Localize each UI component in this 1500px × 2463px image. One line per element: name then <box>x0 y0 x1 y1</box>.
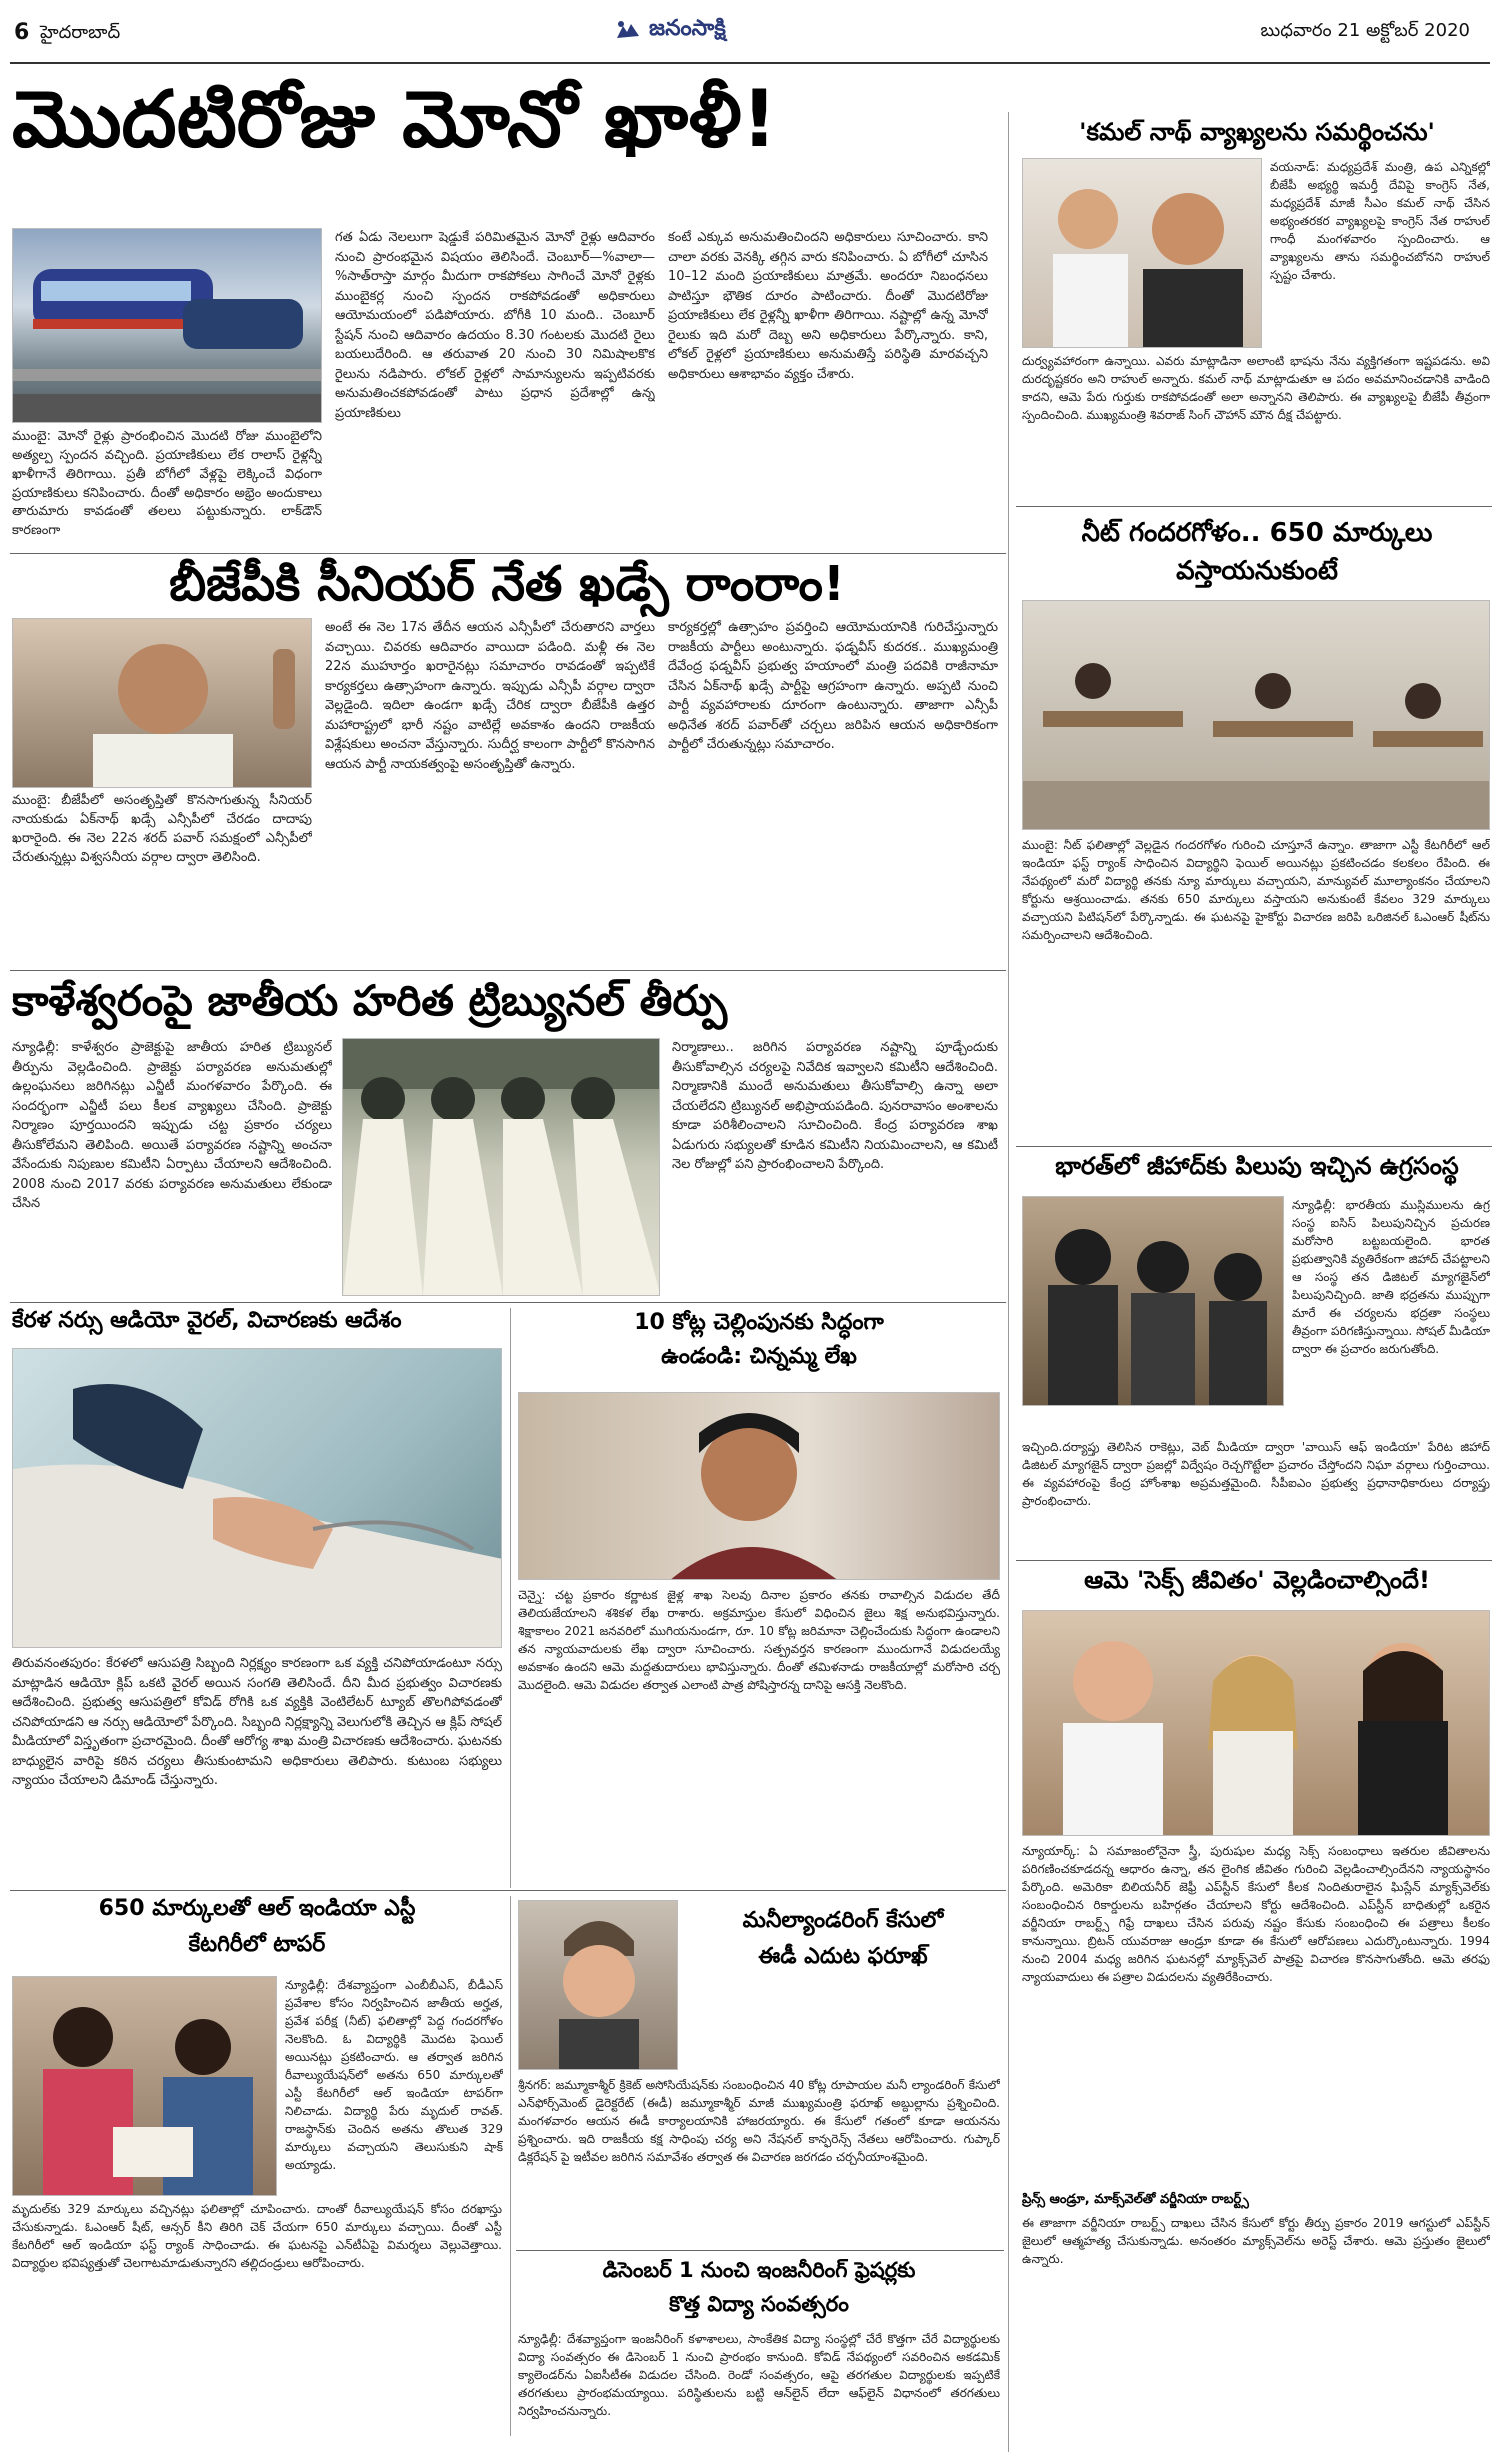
st-topper-headline-1: 650 మార్కులతో ఆల్ ఇండియా ఎస్టీ <box>98 1896 416 1921</box>
maxwell-andrew-photo <box>1022 1610 1490 1836</box>
farooq-headline-2: ఈడీ ఎదుట ఫరూఖ్ <box>758 1944 928 1969</box>
sasikala-headline-2: ఉండండి: చిన్నమ్మ లేఖ <box>661 1344 857 1369</box>
monorail-body-col2: కంటే ఎక్కువ అనుమతించిందని అధికారులు సూచించారు. కాని చాలా వరకు వెనక్కి తగ్గిన వారు కనిపించారు. ఏ బోగీలో చూసిన 10–12 మంది ప్రయాణికులు మాత్రమే. అందరూ నిబంధనలు పాటిస్తూ భౌతిక దూరం పాటించారు. దీంతో మొదటిరోజు ప్రయాణికులు లేక రైళ్లన్నీ ఖాళీగా తిరిగాయి. నష్టాల్లో ఉన్న మోనో రైలుకు ఇది మరో దెబ్బ అని అధికారులు పేర్కొన్నారు. కాని, లోకల్ రైళ్లలో ప్రయాణికులు అనుమతిస్తే పరిస్థితి మారవచ్చని అధికారులు ఆశాభావం వ్యక్తం చేశారు. <box>668 230 988 382</box>
jihad-body-right: న్యూఢిల్లీ: భారతీయ ముస్లిములను ఉగ్ర సంస్థ ఐసిస్ పిలుపునిచ్చిన ప్రచురణ మరోసారి బట్టబయలైంది. భారత ప్రభుత్వానికి వ్యతిరేకంగా జిహాద్ చేపట్టాలని ఆ సంస్థ తన డిజిటల్ మ్యాగజైన్‌లో పిలుపునిచ్చింది. జాతి భద్రతను ముప్పుగా మారే ఈ చర్యలను భద్రతా సంస్థలు తీవ్రంగా పరిగణిస్తున్నాయి. సోషల్ మీడియా ద్వారా ఈ ప్రచారం జరుగుతోంది. <box>1292 1198 1490 1356</box>
jihad-headline: భారత్‌లో జీహాద్‌కు పిలుపు ఇచ్చిన ఉగ్రసంస్థ <box>1055 1152 1459 1180</box>
engineering-headline-1: డిసెంబర్ 1 నుంచి ఇంజనీరింగ్ ఫ్రెషర్లకు <box>602 2258 916 2282</box>
sasikala-photo <box>518 1392 1000 1580</box>
khadse-body-col2: కార్యకర్తల్లో ఉత్సాహం ప్రవర్తించి ఆయోమయానికి గురిచేస్తున్నారు రాజకీయ పార్టీలు అంటున్నారు. ఫడ్నవీస్ కుదరక.. ముఖ్యమంత్రి దేవేంద్ర ఫడ్నవీస్ ప్రభుత్వ హయాంలో మంత్రి పదవికి రాజీనామా చేసిన ఏక్‌నాథ్ ఖడ్సే పార్టీపై ఆగ్రహంగా ఉన్నారు. అప్పటి నుంచి పార్టీ వ్యవహారాలకు దూరంగా ఉంటున్నారు. తాజాగా ఎన్సీపీ అధినేత శరద్ పవార్‌తో చర్చలు జరిపిన ఆయన అధికారికంగా పార్టీలో చేరుతున్నట్లు సమాచారం. <box>668 620 998 752</box>
kamal-body-right: వయనాడ్: మధ్యప్రదేశ్ మంత్రి, ఉప ఎన్నికల్లో బీజేపీ అభ్యర్థి ఇమర్తీ దేవిపై కాంగ్రెస్ నేత, మధ్యప్రదేశ్ మాజీ సీఎం కమల్ నాథ్ చేసిన అభ్యంతరకర వ్యాఖ్యలపై కాంగ్రెస్ నేత రాహుల్ గాంధీ మంగళవారం స్పందించారు. ఆ వ్యాఖ్యలను తాను సమర్థించబోనని రాహుల్ స్పష్టం చేశారు. <box>1270 160 1490 282</box>
page-header <box>0 0 1500 62</box>
neet-headline-2: వస్తాయనుకుంటే <box>1176 556 1338 586</box>
sexlife-body-2: ఈ తాజాగా వర్జీనియా రాబర్ట్స్ దాఖలు చేసిన కేసులో కోర్టు తీర్పు ప్రకారం 2019 ఆగస్టులో ఎప్‌స్టీన్ జైలులో ఆత్మహత్య చేసుకున్నాడు. అనంతరం మ్యాక్స్‌వెల్‌ను అరెస్ట్ చేశారు. ఆమె ప్రస్తుతం జైలులో ఉన్నారు. <box>1022 2216 1490 2266</box>
kamal-body-full: దుర్వ్యవహారంగా ఉన్నాయి. ఎవరు మాట్లాడినా అలాంటి భాషను నేను వ్యక్తిగతంగా ఇష్టపడను. అవి దురదృష్టకరం అని రాహుల్ అన్నారు. కమల్ నాథ్ మాట్లాడుతూ ఆ పదం అవమానించడానికి వాడింది కాదని, ఆమె పేరు గుర్తుకు రాకపోవడంతో అలా అన్నానని తెలిపారు. ఈ వ్యాఖ్యలపై బీజేపీ తీవ్రంగా స్పందించింది. ముఖ్యమంత్రి శివరాజ్ సింగ్ చౌహాన్ మౌన దీక్ష చేపట్టారు. <box>1022 354 1490 422</box>
jihad-body-full: ఇచ్చింది.దర్యాప్తు తెలిసిన రాకెట్లు, వెబ్ మీడియా ద్వారా 'వాయిస్ ఆఫ్ ఇండియా' పేరిట జిహాద్ డిజిటల్ మ్యాగజైన్ ద్వారా ప్రజల్లో విద్వేషం రెచ్చగొట్టేలా ప్రచారం చేస్తోందని నిఘా వర్గాలు గుర్తించాయి. ఈ వ్యవహారంపై కేంద్ర హోంశాఖ అప్రమత్తమైంది. సీపీఐఎం ప్రభుత్వ ప్రధానాధికారులు దర్యాప్తు ప్రారంభించారు. <box>1022 1440 1490 1508</box>
khadse-body-col1: అంటే ఈ నెల 17న తేదీన ఆయన ఎన్సీపీలో చేరుతారని వార్తలు వచ్చాయి. చివరకు ఆదివారం వాయిదా పడింది. మళ్లీ ఈ నెల 22న ముహూర్తం ఖరారైనట్లు సమాచారం రావడంతో ఇప్పటికే కార్యకర్తలు ఉత్సాహంగా ఉన్నారు. ఇప్పుడు ఎన్సీపీ వర్గాల ద్వారా వెల్లడైంది. ఇదిలా ఉండగా ఖడ్సే చేరిక ద్వారా బీజేపీకి ఉత్తర మహారాష్ట్రలో భారీ నష్టం వాటిల్లే అవకాశం ఉందని రాజకీయ విశ్లేషకులు అంచనా వేస్తున్నారు. సుదీర్ఘ కాలంగా పార్టీలో కొనసాగిన ఆయన పార్టీ నాయకత్వంపై అసంతృప్తితో ఉన్నారు. <box>325 620 655 772</box>
khadse-photo <box>12 618 312 788</box>
issue-date: బుధవారం 21 అక్టోబర్ 2020 <box>1260 20 1470 41</box>
khadse-headline: బీజేపీకి సీనియర్ నేత ఖడ్సే రాంరాం! <box>169 556 845 612</box>
edition-name: హైదరాబాద్ <box>40 22 121 43</box>
kamal-photo <box>1022 158 1262 348</box>
neet-headline-1: నీట్ గందరగోళం.. 650 మార్కులు <box>1081 518 1433 548</box>
engineering-headline-2: కొత్త విద్యా సంవత్సరం <box>669 2292 849 2316</box>
st-topper-body-right: న్యూఢిల్లీ: దేశవ్యాప్తంగా ఎంబీబీఎస్, బీడీఎస్ ప్రవేశాల కోసం నిర్వహించిన జాతీయ అర్హత, ప్రవేశ పరీక్ష (నీట్) ఫలితాల్లో పెద్ద గందరగోళం నెలకొంది. ఓ విద్యార్థికి మొదట ఫెయిల్ అయినట్లు ప్రకటించారు. ఆ తర్వాత జరిగిన రీవాల్యుయేషన్‌లో అతను 650 మార్కులతో ఎస్టీ కేటగిరీలో ఆల్ ఇండియా టాపర్‌గా నిలిచాడు. విద్యార్థి పేరు మృదుల్ రావత్. రాజస్థాన్‌కు చెందిన అతను తొలుత 329 మార్కులు వచ్చాయని తెలుసుకుని షాక్ అయ్యాడు. <box>285 1978 503 2172</box>
kaleshwaram-body-col2: నిర్మాణాలు.. జరిగిన పర్యావరణ నష్టాన్ని పూడ్చేందుకు తీసుకోవాల్సిన చర్యలపై నివేదిక ఇవ్వాలని కమిటీని ఆదేశించింది. నిర్మాణానికి ముందే అనుమతులు తీసుకోవాల్సి ఉన్నా అలా చేయలేదని ట్రిబ్యునల్ అభిప్రాయపడింది. పునరావాసం అంశాలను కూడా పరిశీలించాలని సూచించింది. కేంద్ర పర్యావరణ శాఖ ఏడుగురు సభ్యులతో కూడిన కమిటీని నియమించాలని, ఆ కమిటీ నెల రోజుల్లో పని ప్రారంభించాలని పేర్కొంది. <box>672 1040 998 1172</box>
logo <box>615 16 726 46</box>
neet-body: ముంబై: నీట్ ఫలితాల్లో వెల్లడైన గందరగోళం గురించి చూస్తూనే ఉన్నాం. తాజాగా ఎస్టీ కేటగిరీలో ఆల్ ఇండియా ఫస్ట్ ర్యాంక్ సాధించిన విద్యార్థిని ఫెయిల్ అయినట్లు ప్రకటించడం కలకలం రేపింది. ఈ నేపథ్యంలో మరో విద్యార్థి తనకు న్యూ మార్కులు వచ్చాయని, మాన్యువల్ మూల్యాంకనం చేయాలని కోర్టును ఆశ్రయించాడు. తనకు 650 మార్కులు వస్తాయని అనుకుంటే కేవలం 329 మార్కులు వచ్చాయని పిటిషన్‌లో పేర్కొన్నాడు. ఈ ఘటనపై హైకోర్టు విచారణ జరిపి ఒరిజినల్ ఓఎంఆర్ షీట్‌ను సమర్పించాలని ఆదేశించింది. <box>1022 838 1490 942</box>
kerala-body: తిరువనంతపురం: కేరళలో ఆసుపత్రి సిబ్బంది నిర్లక్ష్యం కారణంగా ఒక వ్యక్తి చనిపోయాడంటూ నర్సు మాట్లాడిన ఆడియో క్లిప్ ఒకటి వైరల్ అయిన సంగతి తెలిసిందే. దీని మీద ప్రభుత్వం విచారణకు ఆదేశించింది. ప్రభుత్వ ఆసుపత్రిలో కోవిడ్ రోగికి ఒక వ్యక్తికి వెంటిలేటర్ ట్యూబ్ తొలగిపోవడంతో చనిపోయాడని ఆ నర్సు ఆడియోలో పేర్కొంది. సిబ్బంది నిర్లక్ష్యాన్ని వెలుగులోకి తెచ్చిన ఆ క్లిప్ సోషల్ మీడియాలో విస్తృతంగా ప్రచారమైంది. దీంతో ఆరోగ్య శాఖ మంత్రి విచారణకు ఆదేశించారు. ఘటనకు బాధ్యులైన వారిపై కఠిన చర్యలు తీసుకుంటామని అధికారులు తెలిపారు. కుటుంబ సభ్యులు న్యాయం చేయాలని డిమాండ్ చేస్తున్నారు. <box>12 1656 502 1788</box>
monorail-headline: మొదటిరోజు మోనో ఖాళీ! <box>12 75 778 165</box>
farooq-photo <box>518 1900 678 2070</box>
st-topper-body-full: మృదుల్‌కు 329 మార్కులు వచ్చినట్లు ఫలితాల్లో చూపించారు. దాంతో రీవాల్యుయేషన్ కోసం దరఖాస్తు చేసుకున్నాడు. ఓఎంఆర్ షీట్, ఆన్సర్ కీని తిరిగి చెక్ చేయగా 650 మార్కులు వచ్చాయి. దీంతో ఎస్టీ కేటగిరీలో ఆల్ ఇండియా ఫస్ట్ ర్యాంక్ సాధించాడు. ఈ ఘటనపై ఎన్‌టీఏపై విమర్శలు వెల్లువెత్తాయి. విద్యార్థుల భవిష్యత్తుతో చెలగాటమాడుతున్నారని తల్లిదండ్రులు ఆరోపించారు. <box>12 2202 502 2270</box>
hand-logo-icon <box>615 20 641 42</box>
kaleshwaram-body-col1: న్యూఢిల్లీ: కాళేశ్వరం ప్రాజెక్టుపై జాతీయ హరిత ట్రిబ్యునల్ తీర్పును వెల్లడించింది. ప్రాజెక్టు పర్యావరణ అనుమతుల్లో ఉల్లంఘనలు జరిగినట్లు ఎన్జీటీ మంగళవారం పేర్కొంది. ఈ సందర్భంగా ఎన్జీటీ పలు కీలక వ్యాఖ్యలు చేసింది. ప్రాజెక్టు నిర్మాణం పూర్తయిందని ఇప్పుడు చట్ట ప్రకారం చర్యలు తీసుకోలేమని తెలిపింది. అయితే పర్యావరణ నష్టాన్ని అంచనా వేసేందుకు నిపుణుల కమిటీని ఏర్పాటు చేయాలని ఆదేశించింది. 2008 నుంచి 2017 వరకు పర్యావరణ అనుమతులు లేకుండా చేసిన <box>12 1040 332 1211</box>
farooq-body: శ్రీనగర్: జమ్మూకాశ్మీర్ క్రికెట్ అసోసియేషన్‌కు సంబంధించిన 40 కోట్ల రూపాయల మనీ ల్యాండరింగ్ కేసులో ఎన్‌ఫోర్స్‌మెంట్ డైరెక్టరేట్ (ఈడీ) జమ్మూకాశ్మీర్ మాజీ ముఖ్యమంత్రి ఫరూఖ్ అబ్దుల్లాను ప్రశ్నించింది. మంగళవారం ఆయన ఈడీ కార్యాలయానికి హాజరయ్యారు. ఈ కేసులో గతంలో కూడా ఆయనను ప్రశ్నించారు. ఇది రాజకీయ కక్ష సాధింపు చర్య అని నేషనల్ కాన్ఫరెన్స్ నేతలు ఆరోపించారు. గుప్కార్ డిక్లరేషన్ పై ఇటీవల జరిగిన సమావేశం తర్వాత ఈ విచారణ జరగడం చర్చనీయాంశమైంది. <box>518 2078 1000 2164</box>
monorail-body-col1: గత ఏడు నెలలుగా షెడ్డుకే పరిమితమైన మోనో రైళ్లు ఆదివారం నుంచి ప్రారంభమైన విషయం తెలిసిందే. చెంబూర్‌—%వాలా—%సాత్‌రాస్తా మార్గం మీదుగా రాకపోకలు సాగించే మోనో రైళ్లకు ముంబైకర్ల నుంచి స్పందన రాకపోవడంతో అధికారులు ఆయోమయంలో పడిపోయారు. బోగీకి 10 మంది.. చెంబూర్ స్టేషన్ నుంచి ఆదివారం ఉదయం 8.30 గంటలకు మొదటి రైలు బయలుదేరింది. ఆ తరువాత 20 నుంచి 30 నిమిషాలకొక రైలును నడిపారు. లోకల్ రైళ్లలో సామాన్యులను ఇప్పటివరకు అనుమతించకపోవడంతో పాటు ప్రధాన ప్రదేశాల్లో ఉన్న ప్రయాణికులు <box>335 230 655 421</box>
sasikala-body: చెన్నై: చట్ట ప్రకారం కర్ణాటక జైళ్ల శాఖ సెలవు దినాల ప్రకారం తనకు రావాల్సిన విడుదల తేదీ తెలియజేయాలని శశికళ లేఖ రాశారు. అక్రమాస్తుల కేసులో విధించిన జైలు శిక్ష అనుభవిస్తున్నారు. శిక్షాకాలం 2021 జనవరిలో ముగియనుండగా, రూ. 10 కోట్ల జరిమానా చెల్లించేందుకు సిద్ధంగా ఉండాలని తన న్యాయవాదులకు లేఖ ద్వారా సూచించారు. సత్ప్రవర్తన కారణంగా ముందుగానే విడుదలయ్యే అవకాశం ఉందని ఆమె మద్దతుదారులు భావిస్తున్నారు. దీంతో తమిళనాడు రాజకీయాల్లో మరోసారి చర్చ మొదలైంది. ఆమె విడుదల తర్వాత ఎలాంటి పాత్ర పోషిస్తారన్న దానిపై ఆసక్తి నెలకొంది. <box>518 1588 1000 1692</box>
st-topper-headline-2: కేటగిరీలో టాపర్ <box>188 1932 326 1957</box>
kamal-headline: 'కమల్ నాథ్ వ్యాఖ్యలను సమర్థించను' <box>1079 118 1435 146</box>
engineering-body: న్యూఢిల్లీ: దేశవ్యాప్తంగా ఇంజనీరింగ్ కళాశాలలు, సాంకేతిక విద్యా సంస్థల్లో చేరే కొత్తగా చేరే విద్యార్థులకు విద్యా సంవత్సరం ఈ డిసెంబర్ 1 నుంచి ప్రారంభం కానుంది. కోవిడ్ నేపథ్యంలో సవరించిన అకడమిక్ క్యాలెండర్‌ను ఏఐసీటీఈ విడుదల చేసింది. రెండో సంవత్సరం, ఆపై తరగతుల విద్యార్థులకు ఇప్పటికే తరగతులు ప్రారంభమయ్యాయి. పరిస్థితులను బట్టి ఆన్‌లైన్ లేదా ఆఫ్‌లైన్ విధానంలో తరగతులు నిర్వహించనున్నారు. <box>518 2332 1000 2418</box>
sexlife-headline: ఆమె 'సెక్స్ జీవితం' వెల్లడించాల్సిందే! <box>1084 1566 1430 1594</box>
sasikala-headline-1: 10 కోట్ల చెల్లింపునకు సిద్ధంగా <box>634 1310 884 1335</box>
sexlife-subhead: ప్రిన్స్ ఆండ్రూ, మాక్స్‌వెల్‌తో వర్జీనియా రాబర్ట్స్ <box>1022 2192 1249 2207</box>
page-number: 6 <box>14 20 30 45</box>
kaleshwaram-dam-photo <box>342 1038 660 1296</box>
kaleshwaram-headline: కాళేశ్వరంపై జాతీయ హరిత ట్రిబ్యునల్ తీర్పు <box>12 976 728 1025</box>
monorail-photo <box>12 228 322 423</box>
nurse-photo <box>12 1348 502 1648</box>
sexlife-body: న్యూయార్క్: ఏ సమాజంలోనైనా స్త్రీ, పురుషుల మధ్య సెక్స్ సంబంధాలు ఇతరుల జీవితాలను పరిగణించకూడదన్న ఆధారం ఉన్నా, తన లైంగిక జీవితం గురించి వెల్లడించాల్సిందేనని న్యాయస్థానం పేర్కొంది. అమెరికా బిలియనీర్ జెఫ్రీ ఎప్‌స్టీన్ కేసులో కీలక నిందితురాలైన ఘిస్లేన్ మ్యాక్స్‌వెల్‌కు సంబంధించిన రికార్డులను బహిర్గతం చేయాలని కోర్టు ఆదేశించింది. ఎప్‌స్టీన్ బాధితుల్లో ఒకరైన వర్జీనియా రాబర్ట్స్ గిఫ్రే దాఖలు చేసిన పరువు నష్టం కేసుకు సంబంధించి ఈ పత్రాలు కీలకం కానున్నాయి. బ్రిటన్ యువరాజు ఆండ్రూ కూడా ఈ కేసులో ఆరోపణలు ఎదుర్కొంటున్నారు. 1994 నుంచి 2004 మధ్య జరిగిన ఘటనల్లో మ్యాక్స్‌వెల్ పాత్రపై విచారణ కొనసాగుతోంది. ఆమె తరఫు న్యాయవాదులు ఈ పత్రాల విడుదలను వ్యతిరేకించారు. <box>1022 1844 1490 1984</box>
students-photo <box>12 1976 277 2196</box>
khadse-caption: ముంబై: బీజేపీలో అసంతృప్తితో కొనసాగుతున్న సీనియర్ నాయకుడు ఏక్‌నాథ్ ఖడ్సే ఎన్సీపీలో చేరడం దాదాపు ఖరారైంది. ఈ నెల 22న శరద్ పవార్ సమక్షంలో ఎన్సీపీలో చేరుతున్నట్లు విశ్వసనీయ వర్గాల ద్వారా తెలిసింది. <box>12 793 312 865</box>
brand-name: జనంసాక్షి <box>649 16 726 41</box>
kerala-headline: కేరళ నర్సు ఆడియో వైరల్, విచారణకు ఆదేశం <box>12 1308 402 1333</box>
monorail-caption: ముంబై: మోనో రైళ్లు ప్రారంభించిన మొదటి రోజు ముంబైలోని అత్యల్ప స్పందన వచ్చింది. ప్రయాణికులు లేక రాలాస్ రైళ్లన్నీ ఖాళీగానే తిరిగాయి. ప్రతీ బోగీలో వేళ్లపై లెక్కించే విధంగా ప్రయాణికులు కనిపించారు. దీంతో అధికారం అభ్రెం అందుకాలు తారుమారు కావడంతో తలలు పట్టుకున్నారు. లాక్‌డౌన్ కారణంగా <box>12 429 322 539</box>
header-rule <box>10 62 1490 64</box>
neet-exam-photo <box>1022 600 1490 830</box>
farooq-headline-1: మనీల్యాండరింగ్ కేసులో <box>742 1908 944 1933</box>
militants-photo <box>1022 1196 1284 1406</box>
